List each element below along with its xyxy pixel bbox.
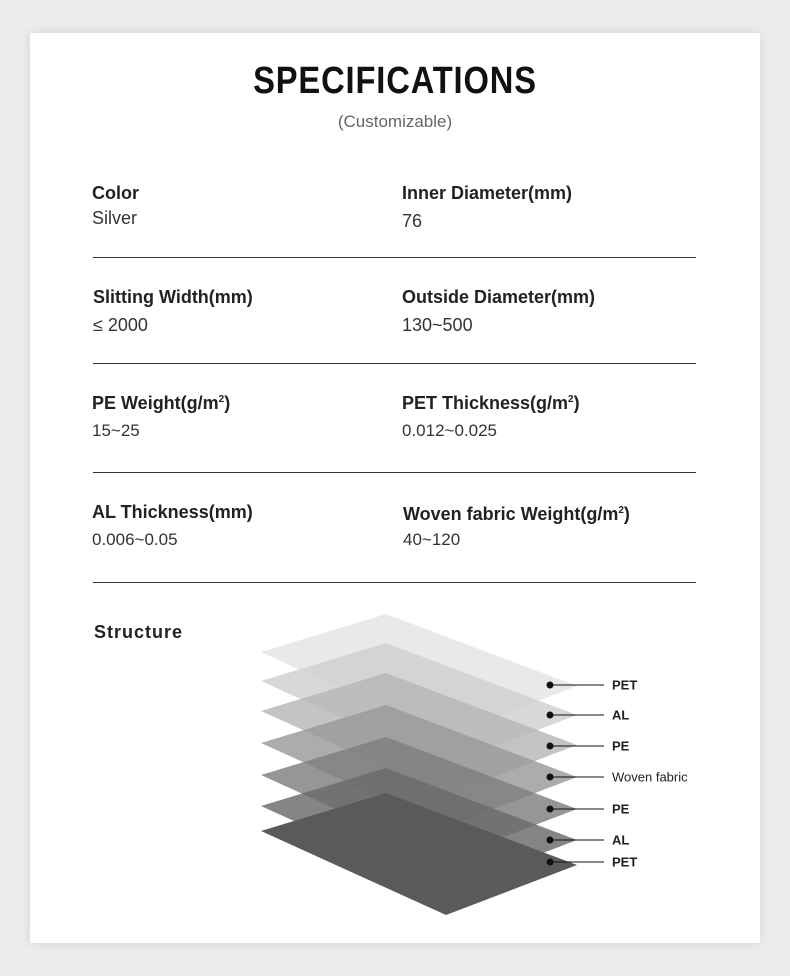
- page-subtitle: (Customizable): [337, 112, 453, 131]
- layer-label: PET: [612, 677, 638, 693]
- spec-value-slitting-width: ≤ 2000: [93, 315, 148, 335]
- page-title: SPECIFICATIONS: [253, 60, 537, 102]
- spec-label-pet-thickness: PET $Thickness(g/m^2)$: [402, 393, 580, 413]
- spec-value-color: Silver: [92, 208, 138, 228]
- spec-value-woven-fabric-weight: 40~120: [403, 530, 461, 549]
- spec-value-pet-thickness: 0.012~0.025: [402, 421, 498, 440]
- spec-label-al-thickness: AL Thickness(mm): [92, 502, 253, 522]
- structure-title: Structure: [94, 622, 184, 642]
- layer-stack: [261, 614, 577, 915]
- spec-value-inner-diameter: 76: [402, 211, 423, 231]
- layer-label: Woven fabric: [612, 769, 688, 785]
- spec-value-outside-diameter: 130~500: [402, 315, 473, 335]
- spec-value-pe-weight: 15~25: [92, 421, 140, 440]
- spec-label-pe-weight: PE $Weight(g/m^2)$: [92, 393, 231, 413]
- layer-label: PE: [612, 801, 630, 817]
- spec-label-slitting-width: Slitting Width(mm): [93, 287, 253, 307]
- layer-label: PET: [612, 854, 638, 870]
- layer-label: PE: [612, 738, 630, 754]
- spec-label-inner-diameter: Inner Diameter(mm): [402, 183, 573, 203]
- spec-label-color: Color: [92, 183, 139, 203]
- layer-label: AL: [612, 707, 630, 723]
- layer-label: AL: [612, 832, 630, 848]
- spec-label-outside-diameter: Outside Diameter(mm): [402, 287, 596, 307]
- spec-value-al-thickness: 0.006~0.05: [92, 530, 178, 549]
- spec-label-woven-fabric-weight: Woven fabric $Weight(g/m^2)$: [403, 504, 630, 524]
